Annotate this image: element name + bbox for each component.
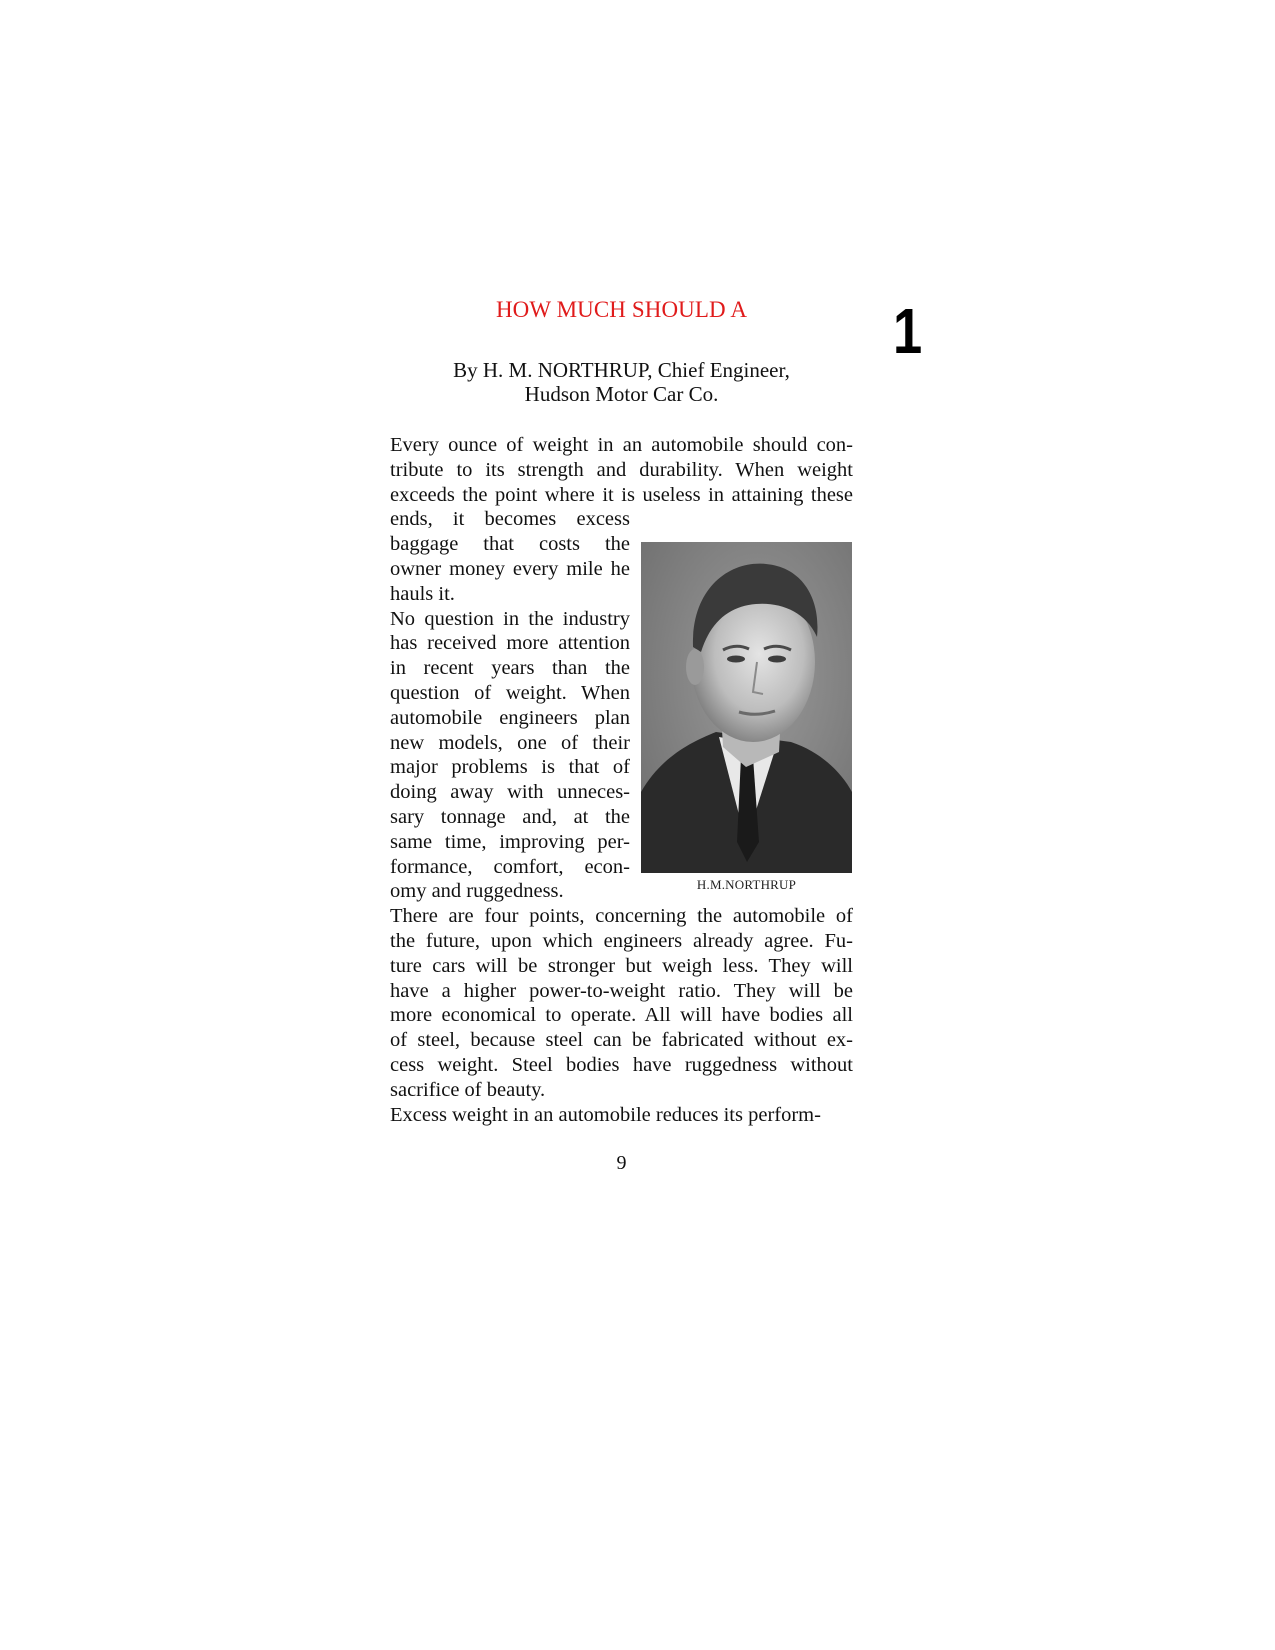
text-line: baggage that costs the (390, 533, 630, 556)
section-marker: 1 (893, 295, 923, 367)
wrapped-paragraphs (390, 507, 630, 904)
text-line: No question in the industry (390, 607, 630, 630)
byline-affiliation: Hudson Motor Car Co. (524, 382, 719, 406)
text-line: owner money every mile he (390, 557, 630, 580)
text-line: sary tonnage and, at the (390, 805, 630, 828)
text-line: more economical to operate. All will have bodies all (390, 1004, 853, 1027)
text-line: There are four points, concerning the automobile of (390, 905, 853, 928)
text-line: question of weight. When (390, 681, 630, 704)
text-line: Excess weight in an automobile reduces its perform- (390, 1103, 821, 1126)
text-line: same time, improving per- (390, 830, 630, 853)
text-line: the future, upon which engineers already agree. Fu- (390, 929, 853, 952)
text-line: tribute to its strength and durability. When weight (390, 458, 853, 481)
continued-paragraphs (390, 904, 853, 1127)
text-line: major problems is that of (390, 756, 630, 779)
text-line: ends, it becomes excess (390, 508, 630, 531)
article-headline: HOW MUCH SHOULD A (495, 297, 748, 322)
text-line: new models, one of their (390, 731, 630, 754)
text-line: has received more attention (390, 632, 630, 655)
text-line: Every ounce of weight in an automobile should con- (390, 434, 853, 456)
text-line: cess weight. Steel bodies have ruggedness without (390, 1053, 853, 1076)
photo-caption: H.M.NORTHRUP (696, 877, 797, 892)
page-number: 9 (616, 1152, 627, 1174)
text-line: doing away with unneces- (390, 781, 630, 804)
text-line: automobile engineers plan (390, 706, 630, 729)
byline-author: By H. M. NORTHRUP, Chief Engineer, (453, 358, 790, 382)
text-line: sacrifice of beauty. (390, 1078, 546, 1101)
text-line: have a higher power-to-weight ratio. They will be (390, 979, 853, 1002)
text-line: in recent years than the (390, 657, 630, 680)
byline (390, 358, 853, 406)
text-line: omy and ruggedness. (390, 880, 564, 903)
text-line: ture cars will be stronger but weigh less. They will (390, 954, 853, 977)
intro-paragraph (390, 433, 853, 507)
text-line: hauls it. (390, 582, 455, 605)
text-line: of steel, because steel can be fabricated without ex- (390, 1029, 853, 1052)
portrait-image (641, 542, 852, 873)
text-line: formance, comfort, econ- (390, 855, 630, 878)
text-line: exceeds the point where it is useless in attaining these (390, 483, 853, 506)
author-portrait-photo (641, 542, 852, 873)
